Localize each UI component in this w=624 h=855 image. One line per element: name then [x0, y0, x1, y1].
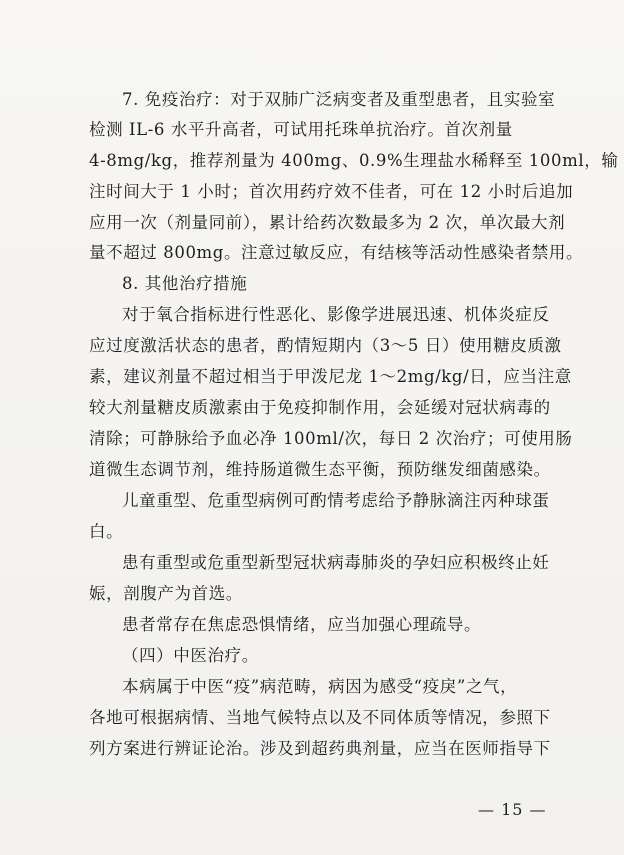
paragraph-line: 儿童重型、危重型病例可酌情考虑给予静脉滴注丙种球蛋 — [122, 491, 550, 510]
paragraph-line: 清除；可静脉给予血必净 100ml/次，每日 2 次治疗；可使用肠 — [89, 429, 573, 448]
paragraph-line: 各地可根据病情、当地气候特点以及不同体质等情况，参照下 — [89, 708, 551, 727]
paragraph-line: 列方案进行辨证论治。涉及到超药典剂量，应当在医师指导下 — [89, 739, 551, 758]
paragraph-line: 7. 免疫治疗：对于双肺广泛病变者及重型患者，且实验室 — [122, 90, 556, 109]
paragraph-line: 应用一次（剂量同前），累计给药次数最多为 2 次，单次最大剂 — [89, 213, 566, 232]
paragraph-line: 娠，剖腹产为首选。 — [89, 584, 243, 603]
section-heading: 8. 其他治疗措施 — [122, 274, 248, 293]
page-number: — 15 — — [478, 800, 547, 819]
paragraph-line: 对于氧合指标进行性恶化、影像学进展迅速、机体炎症反 — [122, 305, 550, 324]
paragraph-line: 量不超过 800mg。注意过敏反应，有结核等活动性感染者禁用。 — [89, 243, 584, 262]
paragraph-line: 患有重型或危重型新型冠状病毒肺炎的孕妇应积极终止妊 — [122, 553, 550, 572]
paragraph-line: 素，建议剂量不超过相当于甲泼尼龙 1～2mg/kg/日，应当注意 — [89, 367, 572, 386]
paragraph-line: 应过度激活状态的患者，酌情短期内（3～5 日）使用糖皮质激 — [89, 336, 562, 355]
paragraph-line: 道微生态调节剂，维持肠道微生态平衡，预防继发细菌感染。 — [89, 460, 551, 479]
paragraph-line: 较大剂量糖皮质激素由于免疫抑制作用，会延缓对冠状病毒的 — [89, 398, 551, 417]
section-heading: （四）中医治疗。 — [122, 646, 259, 665]
paragraph-line: 患者常存在焦虑恐惧情绪，应当加强心理疏导。 — [122, 615, 482, 634]
paragraph-line: 白。 — [89, 522, 124, 541]
paragraph-line: 注时间大于 1 小时；首次用药疗效不佳者，可在 12 小时后追加 — [89, 182, 574, 201]
paragraph-line: 本病属于中医“疫”病范畴，病因为感受“疫戾”之气， — [122, 677, 518, 696]
paragraph-line: 检测 IL-6 水平升高者，可试用托珠单抗治疗。首次剂量 — [89, 120, 513, 139]
paragraph-line: 4-8mg/kg，推荐剂量为 400mg、0.9%生理盐水稀释至 100ml，输 — [89, 151, 619, 170]
